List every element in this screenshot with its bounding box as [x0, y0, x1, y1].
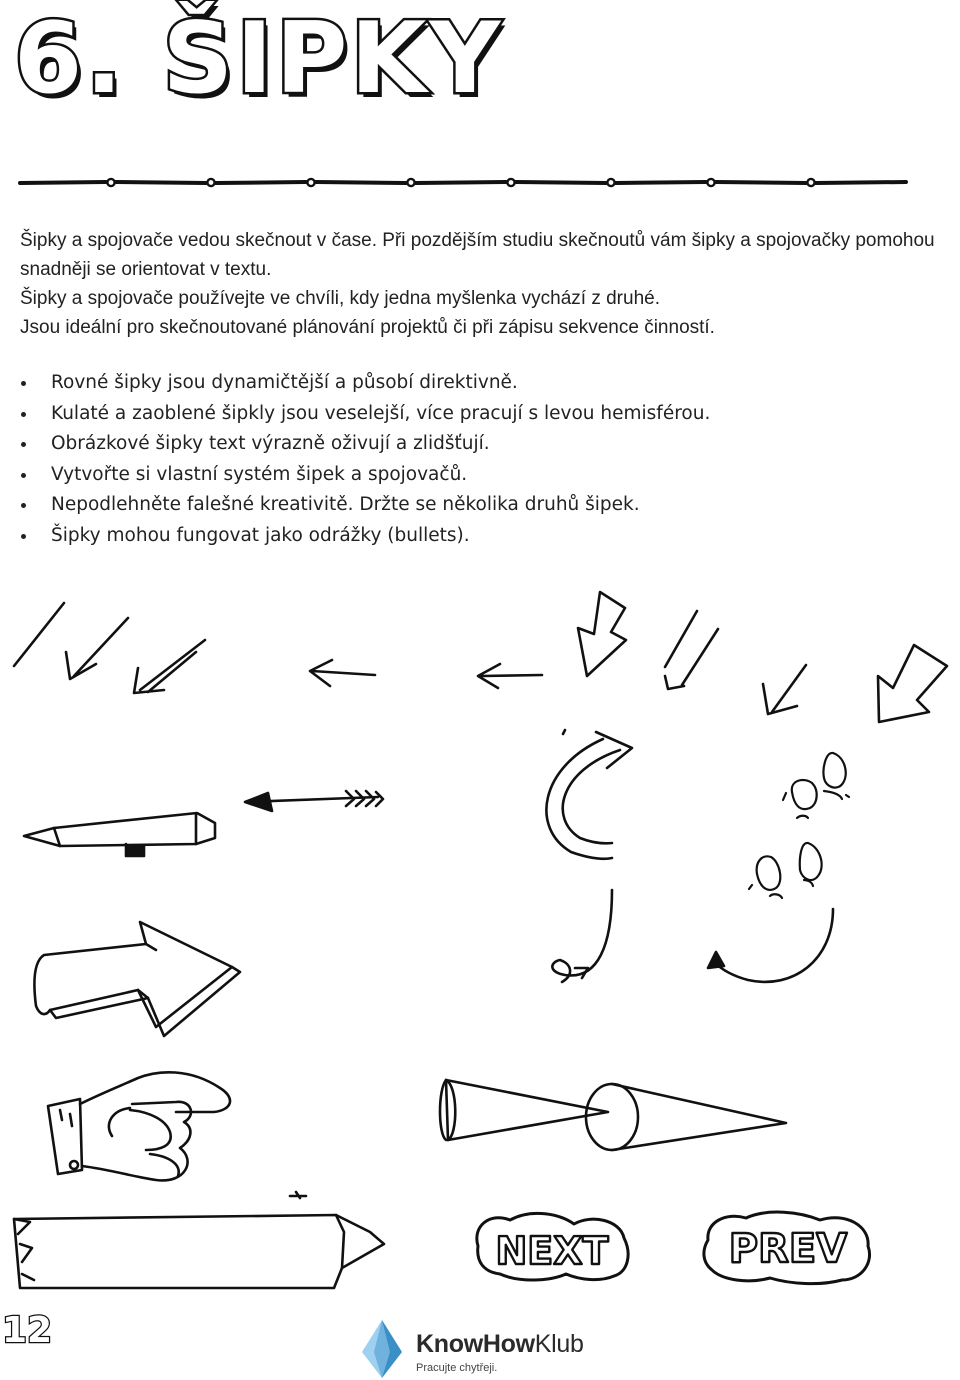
brand-bold: KnowHow: [416, 1330, 535, 1358]
pointing-hand-icon: [48, 1072, 230, 1180]
block-arrow-icon: [34, 922, 240, 1036]
tips-list: [20, 368, 940, 551]
prev-sign-icon: [704, 1212, 870, 1284]
next-sign-icon: [477, 1213, 628, 1280]
pen-arrow-icon: [24, 813, 215, 856]
left-arrow-icon: [478, 664, 542, 688]
intro-paragraph: Šipky a spojovače používejte ve chvíli, kdy jedna myšlenka vychází z druhé.: [20, 288, 660, 309]
simple-line-arrow-icon: [14, 603, 64, 666]
list-item: Šipky mohou fungovat jako odrážky (bullets).: [20, 521, 940, 552]
knowhowklub-logo: [358, 1318, 618, 1380]
brand-light: Klub: [534, 1330, 584, 1358]
outline-down-arrow-icon: [578, 592, 626, 676]
arrow-sketches: [0, 580, 960, 1300]
left-arrow-icon: [310, 660, 375, 686]
list-item: Rovné šipky jsou dynamičtější a působí direktivně.: [20, 368, 940, 399]
outline-down-arrow-icon: [878, 645, 947, 722]
list-item: Vytvořte si vlastní systém šipek a spojovačů.: [20, 460, 940, 491]
list-item: Obrázkové šipky text výrazně oživují a zlidšťují.: [20, 429, 940, 460]
list-item: Kulaté a zaoblené šipkly jsou veselejší, více pracují s levou hemisférou.: [20, 399, 940, 430]
curved-outline-arrow-icon: [546, 730, 632, 859]
intro-text: [20, 226, 940, 342]
page-number: 12: [2, 1310, 53, 1351]
dotted-down-arrow-icon: [665, 611, 718, 689]
next-label: NEXT: [495, 1229, 609, 1273]
intro-paragraph: Šipky a spojovače vedou skečnout v čase. Při pozdějším studiu skečnoutů vám šipky a spojovačky pomohou snadněji se orientovat v textu.: [20, 230, 935, 280]
intro-paragraph: Jsou ideální pro skečnoutované plánování projektů či při zápisu sekvence činností.: [20, 317, 715, 338]
v-tip-arrow-icon: [763, 665, 806, 714]
double-line-arrow-icon: [134, 640, 205, 693]
brand-tagline: Pracujte chytřeji.: [416, 1362, 498, 1374]
feathered-arrow-icon: [245, 791, 383, 811]
brand-name: [416, 1330, 584, 1359]
page-title: 6. ŠIPKY: [14, 2, 504, 116]
cone-arrow-icon: [440, 1080, 786, 1150]
banner-arrow-icon: [14, 1192, 384, 1288]
curved-arrow-icon: [708, 909, 833, 982]
curl-arrow-icon: [552, 890, 612, 982]
crystal-logo-icon: [358, 1318, 410, 1380]
dotted-divider: [18, 168, 908, 192]
footprints-icon: [749, 753, 849, 898]
list-item: Nepodlehněte falešné kreativitě. Držte se několika druhů šipek.: [20, 490, 940, 521]
prev-label: PREV: [728, 1226, 848, 1272]
v-tip-arrow-icon: [66, 618, 128, 679]
